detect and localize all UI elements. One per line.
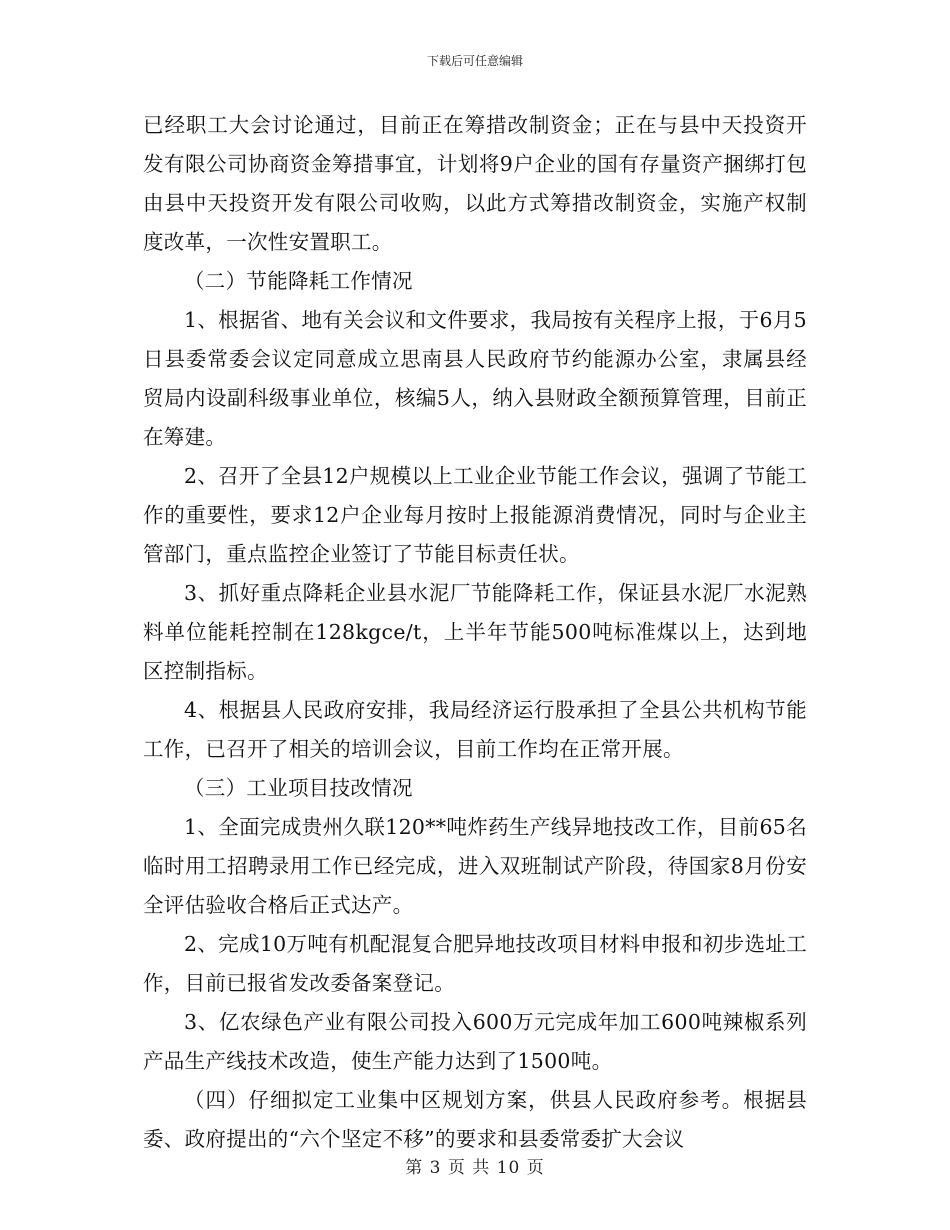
paragraph-industrial-zone: （四）仔细拟定工业集中区规划方案，供县人民政府参考。根据县委、政府提出的“六个坚定不移”的要求和县委常委扩大会议 — [143, 1088, 807, 1151]
paragraph-chili-products: 3、亿农绿色产业有限公司投入600万元完成年加工600吨辣椒系列产品生产线技术改造，使生产能力达到了1500吨。 — [143, 1010, 807, 1073]
paragraph-cement-plant: 3、抓好重点降耗企业县水泥厂节能降耗工作，保证县水泥厂水泥熟料单位能耗控制在128kgce/t，上半年节能500吨标准煤以上，达到地区控制指标。 — [143, 581, 807, 683]
paragraph-continuation: 已经职工大会讨论通过，目前正在筹措改制资金；正在与县中天投资开发有限公司协商资金筹措事宜，计划将9户企业的国有存量资产捆绑打包由县中天投资开发有限公司收购，以此方式筹措改制资金，实施产权制度改革，一次性安置职工。 — [143, 113, 807, 254]
section-heading-tech-upgrade: （三）工业项目技改情况 — [184, 776, 413, 800]
paragraph-energy-office: 1、根据省、地有关会议和文件要求，我局按有关程序上报，于6月5日县委常委会议定同意成立思南县人民政府节约能源办公室，隶属县经贸局内设副科级事业单位，核编5人，纳入县财政全额预算管理，目前正在筹建。 — [143, 308, 807, 449]
document-body — [143, 106, 807, 1159]
section-heading-energy-saving: （二）节能降耗工作情况 — [184, 269, 413, 293]
paragraph-public-institutions: 4、根据县人民政府安排，我局经济运行股承担了全县公共机构节能工作，已召开了相关的培训会议，目前工作均在正常开展。 — [143, 698, 807, 761]
paragraph-energy-meeting: 2、召开了全县12户规模以上工业企业节能工作会议，强调了节能工作的重要性，要求12户企业每月按时上报能源消费情况，同时与企业主管部门，重点监控企业签订了节能目标责任状。 — [143, 464, 807, 566]
page-header: 下载后可任意编辑 — [426, 54, 523, 68]
paragraph-explosives-line: 1、全面完成贵州久联120**吨炸药生产线异地技改工作，目前65名临时用工招聘录用工作已经完成，进入双班制试产阶段，待国家8月份安全评估验收合格后正式达产。 — [143, 815, 807, 917]
paragraph-fertilizer-project: 2、完成10万吨有机配混复合肥异地技改项目材料申报和初步选址工作，目前已报省发改委备案登记。 — [143, 932, 807, 995]
page-number-footer: 第 3 页 共 10 页 — [405, 1158, 545, 1178]
